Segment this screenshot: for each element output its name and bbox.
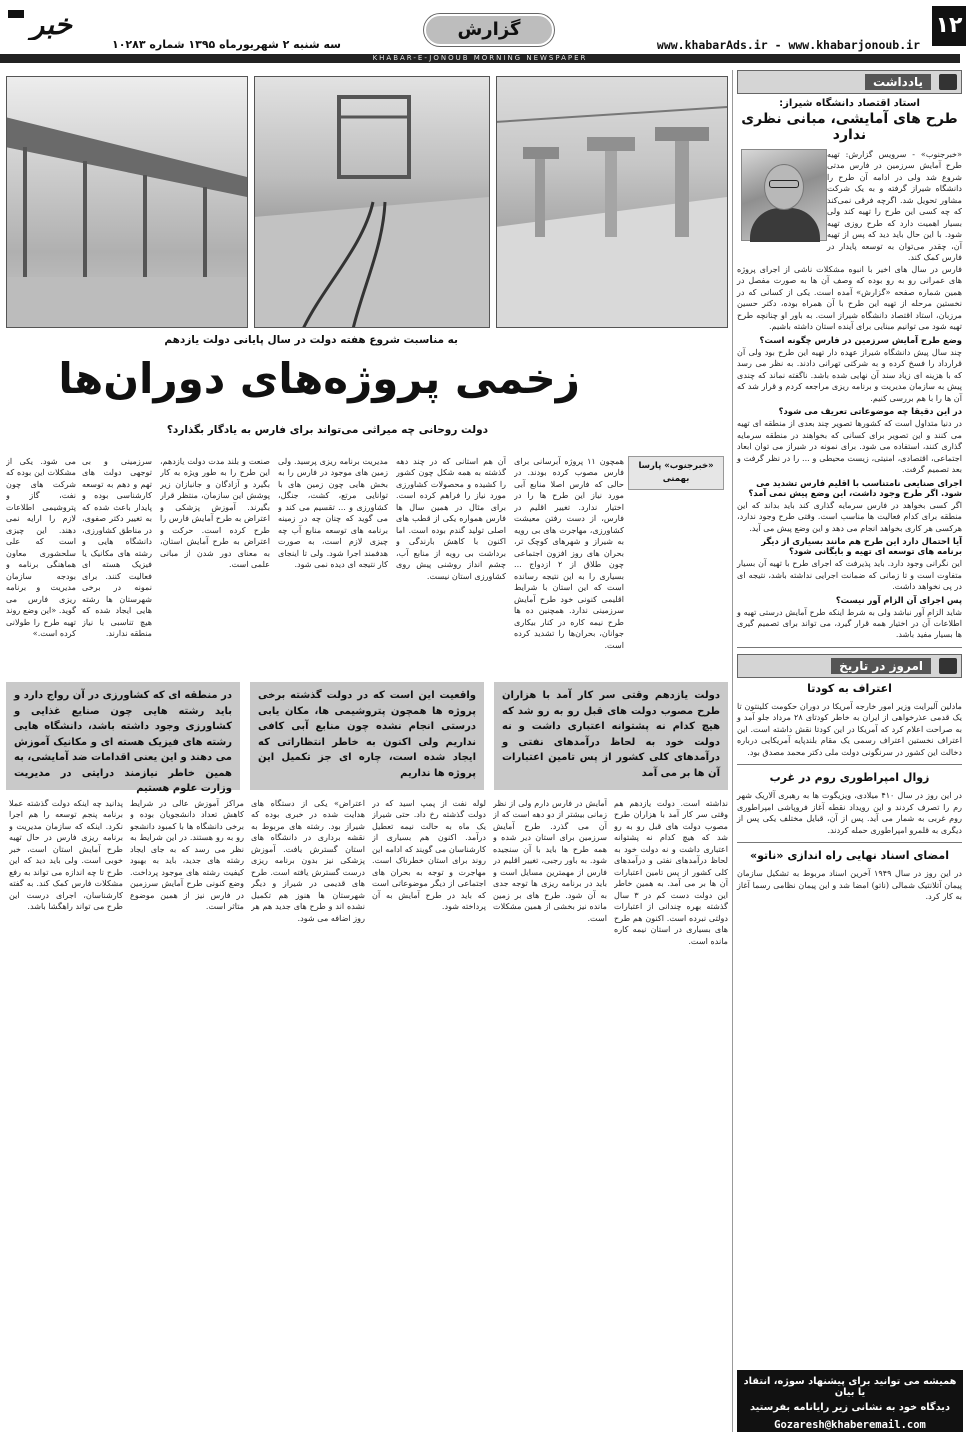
divider [737,647,962,648]
note-paragraph: این نگرانی وجود دارد. باید پذیرفت که اجرای طرح با تهیه آن بسیار متفاوت است و تا زمانی که ضمانت اجرایی نداشته باشد، نتیجه ای در پی نخواهد داشت. [737,558,962,592]
note-paragraph: اگر کسی بخواهد در فارس سرمایه گذاری کند باید بداند که این منطقه برای کدام فعالیت ها مناسب است. وقتی طرح وجود ندارد، هرکسی هر کاری بخواهد انجام می دهد و این وضع پیش می آید. [737,499,962,533]
main-article [6,70,728,1432]
contact-line: دیدگاه خود به نشانی زیر رایانامه بفرستید [749,1402,950,1413]
note-paragraph: فارس در سال های اخیر با انبوه مشکلات ناشی از اجرای پروژه های عمرانی رو به رو بوده که وصف آن ها به صورت مفصل در همین شماره صفحه «گزارش» آمده است. یکی از کسانی که در نخستین مرحله از تهیه این طرح با آن همراه بوده، دکتر حسین مرزبان، استاد اقتصاد دانشگاه شیراز است. به باور او چنانچه طرح تهیه شود می توانیم مبنایی برای آینده استان داشته باشیم. [737,263,962,332]
page-number: ۱۲ [932,6,966,46]
history-item-text: در این روز در سال ۴۱۰ میلادی، ویزیگوت ها به رهبری آلاریک شهر رم را تصرف کردند و این رویداد نقطه آغاز فروپاشی امپراطوری روم غربی به شمار می آید. پس از آن، قبایل مختلف یکی پس از دیگری به قلمرو امپراطوری حمله کردند. [737,790,962,835]
text-column: لوله نفت از پمپ اسید که در دولت گذشته رخ داد. حتی شیراز یک ماه به حالت نیمه تعطیل درآمد. اکنون هم بسیاری از کارشناسان می گویند که ادامه این روند برای استان خطرناک است. مهاجرت و توجه به بحران های اجتماعی از دیگر موضوعاتی است که باید در طرح آمایش به آن پرداخته شود. [372,798,486,912]
divider [737,764,962,765]
divider [737,842,962,843]
byline: «خبرجنوب» پارسا بهمنی [628,456,724,490]
issue-date-number: سه شنبه ۲ شهریورماه ۱۳۹۵ شماره ۱۰۲۸۳ [112,38,341,51]
page-header [0,0,970,62]
section-title: گزارش [424,14,554,46]
note-question: وضع طرح آمایش سرزمین در فارس چگونه است؟ [759,334,962,345]
headline-subtitle: دولت روحانی چه میراثی می‌تواند برای فارس به یادگار بگذارد؟ [166,424,488,436]
svg-text:خبر: خبر [30,8,72,40]
logo-icon [6,6,76,40]
author-photo [741,149,827,241]
pull-quote: واقعیت این است که در دولت گذشته برخی پروژه ها همچون پتروشیمی ها، مکان یابی درستی انجام نشده چون منابع آبی کافی نداریم ولی اکنون به خاطر انتظاراتی که ایجاد شده است، چاره ای جز تکمیل این پروژه ها نداریم [250,682,484,790]
text-column: نداشته است. دولت یازدهم هم وقتی سر کار آمد با هزاران طرح مصوب دولت های قبل رو به رو شد که هیچ کدام نه پشتوانه اعتباری داشت و نه دولت خود به لحاظ درآمدهای نفتی و درآمدهای کلی کشور از پس تامین اعتبارات آن ها بر می آمد. به همین خاطر این دولت دست کم در ۳ سال گذشته بهره چندانی از اعتبارات دولتی نبرده است. اکنون هم طرح های بسیاری در استان نیمه کاره مانده است. [614,798,728,946]
note-paragraph: شاید الزام آور نباشد ولی به شرط اینکه طرح آمایش درستی تهیه و اطلاعات آن در اختیار همه قرار گیرد، می تواند برای تصمیم گیری ها بسیار مفید باشد. [737,606,962,640]
calendar-icon [939,658,957,674]
history-item-text: در این روز در سال ۱۹۴۹ آخرین اسناد مربوط به تشکیل سازمان پیمان آتلانتیک شمالی (ناتو) امضا شد و این پیمان نظامی رسما آغاز به کار کرد. [737,868,963,902]
pull-quote: دولت یازدهم وقتی سر کار آمد با هزاران طرح مصوب دولت های قبل رو به رو شد که هیچ کدام نه پشتوانه اعتباری داشت و نه دولت خود به لحاظ درآمدهای نفتی و درآمدهای کلی کشور از پس تامین اعتبارات آن ها بر می آمد [494,682,728,790]
note-question: پس اجرای آن الزام آور نیست؟ [835,594,962,605]
note-section-header: یادداشت [737,70,962,94]
photo-steel-frame [6,76,248,328]
history-item-text: مادلین آلبرایت وزیر امور خارجه آمریکا در دوران حکومت کلینتون تا یک قدمی عذرخواهی از ایران به خاطر کودتای ۲۸ مرداد جلو آمد و به صراحت اعلام کرد که آمریکا در این کودتا نقش داشته است. این اعتراف نخستین اعتراف رسمی یک مقام بلندپایه آمریکایی درباره دخالت این کشور در سرنگونی دولت ملی دکتر محمد مصدق بود. [737,700,962,757]
photo-concrete-pillars [496,76,728,328]
note-question: آیا احتمال دارد این طرح هم مانند بسیاری از دیگر برنامه های توسعه ای تهیه و بایگانی شود؟ [761,536,962,557]
note-lead: «خبرجنوب» - سرویس گزارش: تهیه طرح آمایش سرزمین در فارس مدتی شروع شد ولی در ادامه آن طرح را دانشگاه شیراز گرفته و به یک شرکت مشاور تحویل شد. اگرچه فرقی نمی‌کند که چه کسی این طرح را تهیه کند ولی بسیار اهمیت دارد که طرح روزی تهیه شود. با این حال باید دید که پس از تهیه آن، چقدر می‌توان به توسعه پایدار در فارس کمک کند. [827,149,962,263]
contact-box [737,1370,963,1432]
pull-quote: در منطقه ای که کشاورزی در آن رواج دارد و باید رشته هایی چون صنایع غذایی و کشاورزی وجود داشته باشد، دانشگاه هایی رشته های فیزیک هسته ای و مکانیک آموزش می دهند و این یعنی اقدامات ضد آمایشی، به همین خاطر نیازمند درایتی در مدیریت وزارت علوم هستیم [6,682,240,790]
photo-strip [6,76,728,328]
history-item-title: زوال امپراطوری روم در غرب [769,771,930,785]
note-question: اجرای صنایعی نامتناسب با اقلیم فارس تشدید می شود. اگر طرح وجود داشت، این وضع پیش نمی آمد؟ [748,477,962,498]
note-icon [939,74,957,90]
text-column: مدیریت برنامه ریزی پرسید. ولی زمین های موجود در فارس را به بخش هایی چون زمین های با توانایی مرتع، کشت، جنگل، کشاورزی و ... تقسیم می کند و می گوید که چنان چه در زمینه برنامه های توسعه منابع آب چه چیزی لازم است، به صورت هدفمند اجرا شود. ولی تا اینجای کار نتیجه ای دیده نمی شود. [278,456,388,570]
text-column: صنعت و بلند مدت دولت یازدهم، این طرح را به طور ویژه به کار بگیرد و آزادگان و جانبازان زیر پوشش این سازمان، منتظر قرار بگیرند. آموزش پزشکی و اعتراض به طرح آمایش فارس را طرح کرده است. حرکت و اعتراض به طرح آمایش استان، به معنای دور شدن از مبانی علمی است. [160,456,270,570]
text-column: آن هم استانی که در چند دهه گذشته به همه شکل چون کشور را کشیده و محصولات کشاورزی مورد نیاز را فراهم کرده است. برای مثال در همین سال ها فارس همواره یکی از قطب های اصلی تولید گندم بوده است. اما اکنون با کاهش بارندگی و برداشت بی رویه از منابع آب، چشم انداز روشنی پیش روی کشاورزی استان نیست. [396,456,506,581]
right-sidebar [732,70,962,1432]
note-question: در این دقیقا چه موضوعاتی تعریف می شود؟ [778,406,962,417]
contact-line: همیشه می توانید برای پیشنهاد سوژه، انتقاد یا بیان [743,1376,957,1398]
paper-name-band: KHABAR-E-JONOUB MORNING NEWSPAPER [0,54,960,63]
note-paragraph: چند سال پیش دانشگاه شیراز عهده دار تهیه این طرح بود ولی آن قرارداد را فسخ کرده و به شرکتی تهرانی دادند. به نظر می رسد که با هزینه ای زیاد سند آن نهایی شده باشد. ناگفته نماند که چندی پیش به سازمان مدیریت و برنامه ریزی مراجعه کردم و قرار شد که آن ها را با هم بررسی کنیم. [737,346,962,403]
text-column: آمایش در فارس دارم ولی از نظر زمانی بیشتر از دو دهه است که از آن می گذرد. طرح آمایش سرزمین برای استان دیر شده و همه طرح ها باید با آن سنجیده شود. به باور رجبی، تغییر اقلیم در فارس از مهمترین مسایل است و باید در برنامه ریزی ها توجه جدی به آن شود. طرح های بر زمین مانده نیز بخشی از همین مشکلات است. [493,798,607,923]
text-column: اعتراض» یکی از دستگاه های هدایت شده در خبری بوده که شیراز بود. رشته های مربوط به نقشه برداری در دانشگاه های استان گسترش یافت. آموزش پزشکی نیز بدون برنامه ریزی درست گسترش یافته است. طرح های قدیمی در شیراز و دیگر شهرستان ها هنوز هم تکمیل نشده اند و طرح های جدید هم هر روز اضافه می شود. [251,798,365,923]
history-section-header: امروز در تاریخ [737,654,962,678]
newspaper-logo [6,6,76,40]
text-column: سرزمینی و بی توجهی دولت های تهم و دهم به توسعه کارشناسی بوده و پایدار باعث شده که به تغییر دکتر صفوی، در مناطق کشاورزی، دانشگاه هایی و رشته های مکانیک یا فیزیک هسته ای فعالیت کنند. برای نمونه در برخی شهرستان ها رشته هایی ایجاد شده که هیچ تناسبی با نیاز منطقه ندارند. [82,456,152,639]
history-item-title: امضای اسناد نهایی راه اندازی «ناتو» [750,849,949,863]
text-column: می شود. یکی از مشکلات این بوده که شرکت های چون نفت، گاز و پتروشیمی اطلاعات لازم را ارایه نمی دهند. این چیزی است که علی سلحشوری معاون هماهنگی برنامه و بودجه سازمان مدیریت و برنامه ریزی فارس می گوید. «این وضع روند تهیه طرح را طولانی کرده است.» [6,456,76,639]
contact-email[interactable]: Gozaresh@khaberemail.com [774,1419,926,1431]
photo-railway-track [254,76,490,328]
text-column: پدانید چه اینکه دولت گذشته عملا برنامه پنجم توسعه را هم اجرا نکرد. اینکه که سازمان مدیریت و برنامه ریزی فارس در حال تهیه طرح آمایش استان است، خبر خوبی است. ولی باید دید که این طرح تا چه اندازه می تواند به رفع مشکلات فارس کمک کند. به گفته کارشناسان، اجرای درست این طرح می تواند راهگشا باشد. [9,798,123,912]
text-column: مراکز آموزش عالی در شرایط کاهش تعداد دانشجویان بوده و برخی دانشگاه ها با کمبود دانشجو رو به رو هستند. در این شرایط به نظر می رسد که به جای ایجاد رشته های جدید، باید به بهبود کیفیت رشته های موجود پرداخت. وضع کنونی طرح آمایش سرزمین در فارس نیز از همین موضوع متاثر است. [130,798,244,912]
text-column: همچون ۱۱ پروژه آبرسانی برای فارس مصوب کرده بودند. در حالی که فارس اصلا منابع آبی مورد نیاز این طرح ها را در اختیار ندارد. تغییر اقلیم در فارس، از دست رفتن معیشت کشاورزی، مهاجرت های بی رویه به شیراز و شهرهای کوچک تر، بحران های روز افزون اجتماعی چون طلاق از ۲ ازدواج ... بسیاری را به این نتیجه رسانده است که این استان با شرایط اقلیمی کنونی خود طرح آمایش سرزمینی ندارد. همچنین ده ها طرح نیمه کاره در کنار بیکاری جوانان، بحران‌ها را تشدید کرده است. [514,456,624,650]
headline-kicker: به مناسبت شروع هفته دولت در سال پایانی دولت یازدهم [164,334,458,346]
history-item-title: اعتراف به کودتا [807,681,892,695]
note-headline: طرح های آمایشی، مبانی نظری ندارد [741,111,958,143]
site-urls[interactable]: www.khabarAds.ir - www.khabarjonoub.ir [656,38,920,52]
note-paragraph: در دنیا متداول است که کشورها تصویر چند بعدی از منطقه ای تهیه می کنند و این تصویر برای کسانی که بخواهند در منطقه سرمایه گذاری کنند، استفاده می شود. برای نمونه در شیراز می توان ابعاد اجتماعی، اقتصادی، امنیتی، زیست محیطی و ... را در نظر گرفت و بعد تصمیم گرفت. [737,418,962,475]
note-kicker: استاد اقتصاد دانشگاه شیراز: [779,98,920,109]
page-title: زخمی پروژه‌های دوران‌ها [58,354,580,403]
